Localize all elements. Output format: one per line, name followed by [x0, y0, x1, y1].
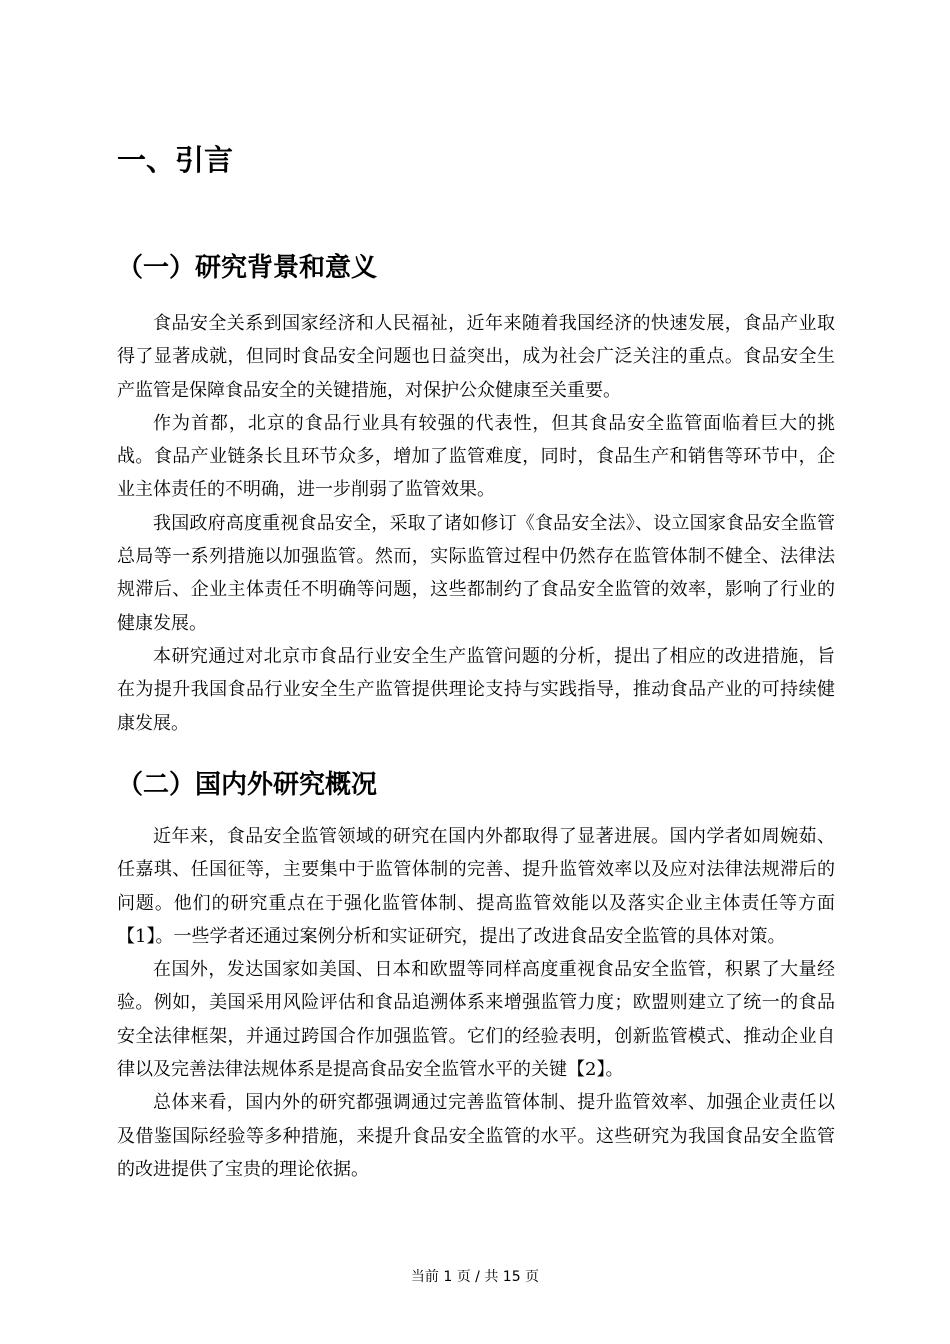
paragraph: 在国外，发达国家如美国、日本和欧盟等同样高度重视食品安全监管，积累了大量经验。例如，美国采用风险评估和食品追溯体系来增强监管力度；欧盟则建立了统一的食品安全法律框架，并通过跨国合作加强监管。它们的经验表明，创新监管模式、推动企业自律以及完善法律法规体系是提高食品安全监管水平的关键【2】。 — [117, 959, 835, 1081]
section-title-background: （一）研究背景和意义 — [117, 253, 378, 283]
chapter-heading: 一、引言 — [117, 143, 234, 177]
paragraph: 近年来，食品安全监管领域的研究在国内外都取得了显著进展。国内学者如周婉茹、任嘉琪、任国征等，主要集中于监管体制的完善、提升监管效率以及应对法律法规滞后的问题。他们的研究重点在于强化监管体制、提高监管效能以及落实企业主体责任等方面【1】。一些学者还通过案例分析和实证研究，提出了改进食品安全监管的具体对策。 — [117, 826, 835, 947]
paragraph: 本研究通过对北京市食品行业安全生产监管问题的分析，提出了相应的改进措施，旨在为提升我国食品行业安全生产监管提供理论支持与实践指导，推动食品产业的可持续健康发展。 — [117, 645, 835, 734]
paragraph: 食品安全关系到国家经济和人民福祉，近年来随着我国经济的快速发展，食品产业取得了显著成就，但同时食品安全问题也日益突出，成为社会广泛关注的重点。食品安全生产监管是保障食品安全的关键措施，对保护公众健康至关重要。 — [117, 313, 835, 401]
section-title-research-overview: （二）国内外研究概况 — [117, 770, 378, 800]
paragraph: 作为首都，北京的食品行业具有较强的代表性，但其食品安全监管面临着巨大的挑战。食品产业链条长且环节众多，增加了监管难度，同时，食品生产和销售等环节中，企业主体责任的不明确，进一步削弱了监管效果。 — [117, 412, 835, 501]
section-body-research-overview — [117, 820, 835, 1186]
paragraph: 总体来看，国内外的研究都强调通过完善监管体制、提升监管效率、加强企业责任以及借鉴国际经验等多种措施，来提升食品安全监管的水平。这些研究为我国食品安全监管的改进提供了宝贵的理论依据。 — [117, 1092, 835, 1180]
section-body-background — [117, 307, 835, 740]
page-indicator: 当前 1 页 / 共 15 页 — [410, 1269, 540, 1285]
paragraph: 我国政府高度重视食品安全，采取了诸如修订《食品安全法》、设立国家食品安全监管总局等一系列措施以加强监管。然而，实际监管过程中仍然存在监管体制不健全、法律法规滞后、企业主体责任不明确等问题，这些都制约了食品安全监管的效率，影响了行业的健康发展。 — [117, 512, 835, 634]
